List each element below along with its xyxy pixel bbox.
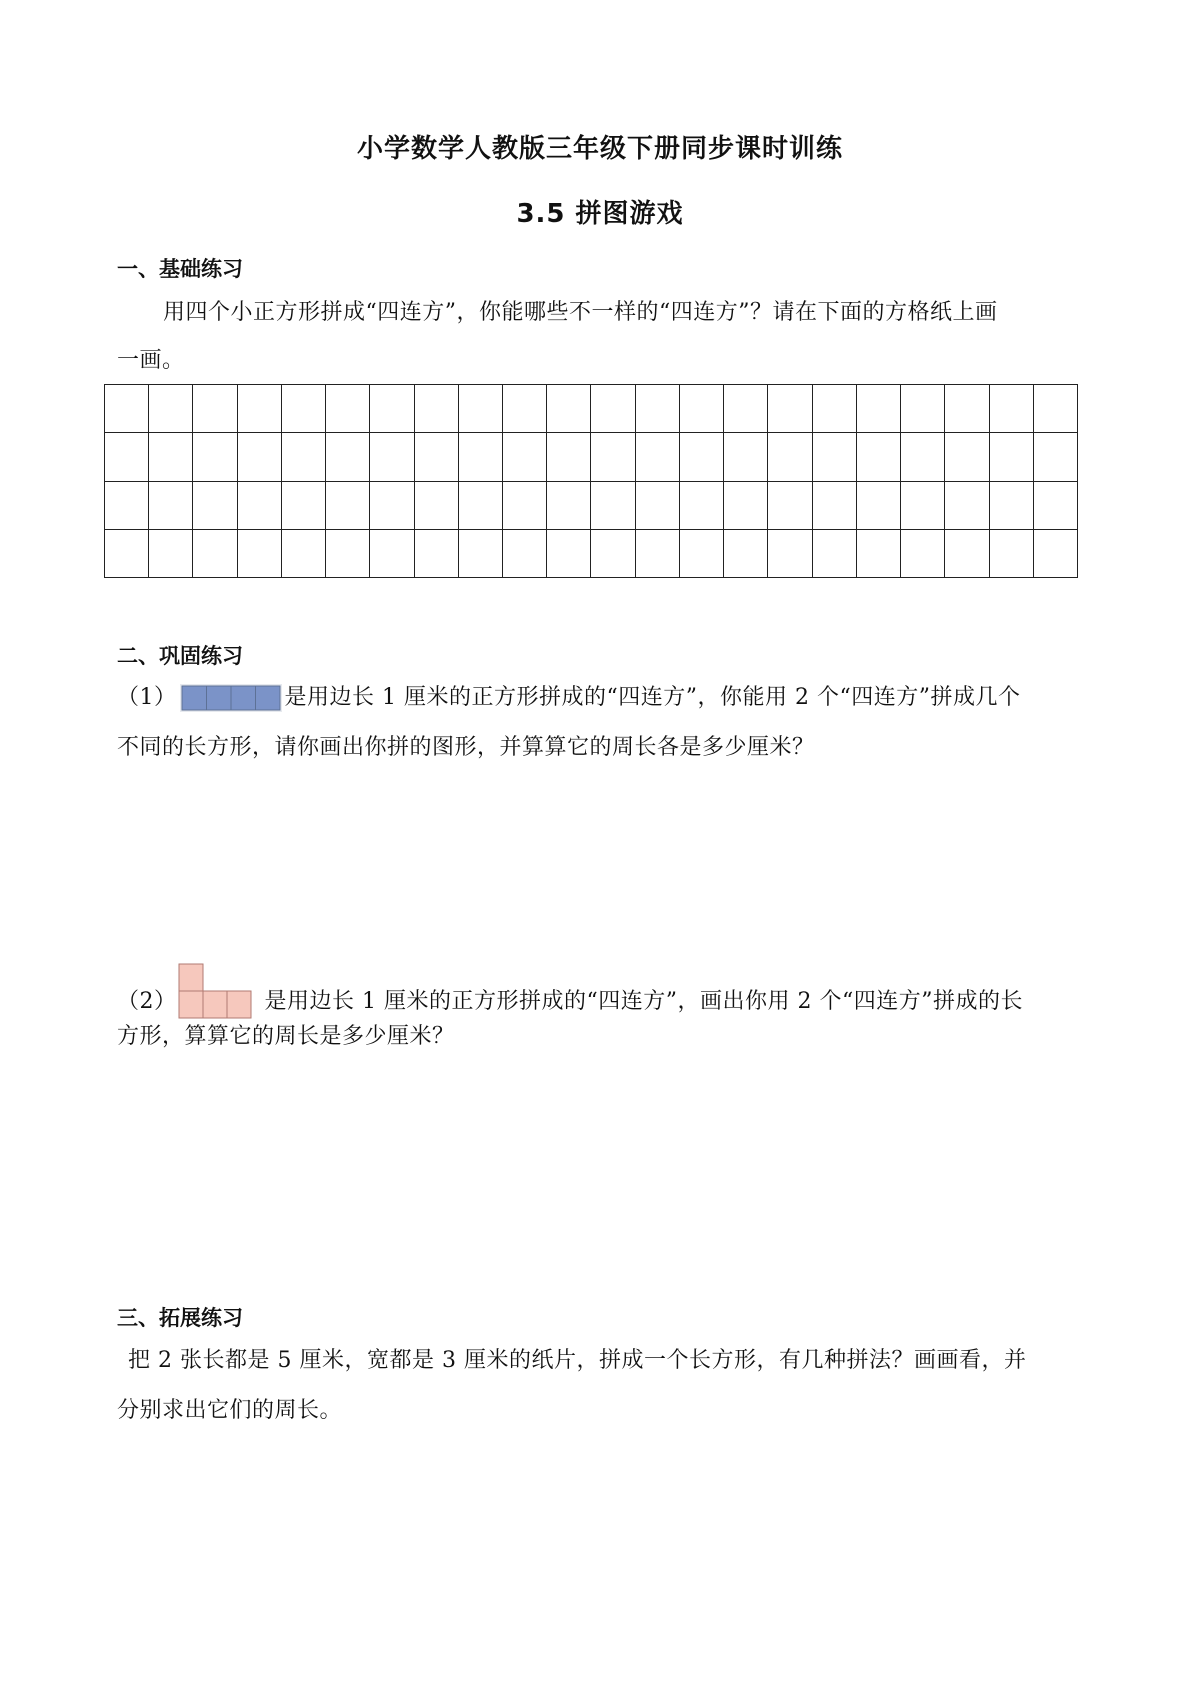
grid-cell[interactable]	[724, 385, 768, 433]
grid-cell[interactable]	[326, 433, 370, 481]
grid-cell[interactable]	[636, 385, 680, 433]
grid-cell[interactable]	[370, 385, 414, 433]
grid-cell[interactable]	[149, 530, 193, 578]
grid-cell[interactable]	[282, 482, 326, 530]
grid-cell[interactable]	[591, 482, 635, 530]
page-title: 小学数学人教版三年级下册同步课时训练	[356, 134, 843, 164]
grid-cell[interactable]	[193, 433, 237, 481]
grid-cell[interactable]	[990, 433, 1034, 481]
grid-cell[interactable]	[238, 385, 282, 433]
grid-cell[interactable]	[415, 433, 459, 481]
grid-cell[interactable]	[901, 530, 945, 578]
grid-cell[interactable]	[503, 385, 547, 433]
tetromino-cell	[255, 686, 280, 710]
tetromino-cell	[206, 686, 231, 710]
grid-cell[interactable]	[547, 530, 591, 578]
grid-cell[interactable]	[901, 433, 945, 481]
section-1-heading: 一、基础练习	[117, 257, 243, 281]
grid-cell[interactable]	[193, 385, 237, 433]
grid-cell[interactable]	[547, 482, 591, 530]
grid-cell[interactable]	[282, 433, 326, 481]
grid-cell[interactable]	[945, 530, 989, 578]
question-1-line2: 不同的长方形，请你画出你拼的图形，并算算它的周长各是多少厘米？	[117, 735, 815, 760]
grid-cell[interactable]	[370, 530, 414, 578]
grid-cell[interactable]	[326, 530, 370, 578]
grid-cell[interactable]	[459, 482, 503, 530]
grid-cell[interactable]	[1034, 530, 1078, 578]
question-2-number: （2）	[117, 989, 177, 1014]
grid-cell[interactable]	[724, 433, 768, 481]
grid-cell[interactable]	[1034, 482, 1078, 530]
grid-cell[interactable]	[238, 530, 282, 578]
grid-cell[interactable]	[105, 530, 149, 578]
grid-cell[interactable]	[503, 433, 547, 481]
grid-cell[interactable]	[636, 482, 680, 530]
grid-cell[interactable]	[370, 482, 414, 530]
grid-cell[interactable]	[990, 530, 1034, 578]
grid-cell[interactable]	[990, 385, 1034, 433]
grid-cell[interactable]	[193, 482, 237, 530]
grid-cell[interactable]	[591, 530, 635, 578]
grid-cell[interactable]	[680, 385, 724, 433]
grid-cell[interactable]	[901, 385, 945, 433]
grid-cell[interactable]	[813, 530, 857, 578]
section-3-text-line1: 把 2 张长都是 5 厘米，宽都是 3 厘米的纸片，拼成一个长方形，有几种拼法？画画看，并	[128, 1348, 1027, 1373]
question-2-line2: 方形，算算它的周长是多少厘米？	[117, 1024, 455, 1049]
grid-cell[interactable]	[901, 482, 945, 530]
section-1-text-line1: 用四个小正方形拼成“四连方”，你能哪些不一样的“四连方”？请在下面的方格纸上画	[163, 300, 998, 325]
lesson-title: 3.5 拼图游戏	[516, 199, 684, 229]
tetromino-cell	[182, 686, 207, 710]
section-3-text-line2: 分别求出它们的周长。	[117, 1398, 343, 1423]
grid-cell[interactable]	[149, 482, 193, 530]
question-1-number: （1）	[117, 685, 177, 710]
grid-cell[interactable]	[503, 482, 547, 530]
grid-cell[interactable]	[459, 530, 503, 578]
grid-cell[interactable]	[857, 530, 901, 578]
grid-cell[interactable]	[1034, 385, 1078, 433]
grid-cell[interactable]	[945, 385, 989, 433]
question-1-text: 是用边长 1 厘米的正方形拼成的“四连方”，你能用 2 个“四连方”拼成几个	[284, 685, 1021, 710]
grid-cell[interactable]	[813, 482, 857, 530]
section-1-text-line2: 一画。	[117, 348, 185, 373]
grid-cell[interactable]	[415, 530, 459, 578]
grid-cell[interactable]	[680, 433, 724, 481]
grid-cell[interactable]	[813, 385, 857, 433]
square-grid-paper[interactable]	[104, 384, 1078, 578]
grid-cell[interactable]	[238, 482, 282, 530]
grid-cell[interactable]	[857, 433, 901, 481]
section-2-heading: 二、巩固练习	[117, 644, 243, 668]
grid-cell[interactable]	[813, 433, 857, 481]
grid-cell[interactable]	[149, 385, 193, 433]
grid-cell[interactable]	[636, 530, 680, 578]
grid-cell[interactable]	[415, 385, 459, 433]
grid-cell[interactable]	[238, 433, 282, 481]
grid-cell[interactable]	[459, 385, 503, 433]
grid-cell[interactable]	[282, 385, 326, 433]
grid-cell[interactable]	[680, 530, 724, 578]
grid-cell[interactable]	[636, 433, 680, 481]
grid-cell[interactable]	[724, 482, 768, 530]
grid-cell[interactable]	[459, 433, 503, 481]
grid-cell[interactable]	[857, 482, 901, 530]
grid-cell[interactable]	[945, 482, 989, 530]
grid-cell[interactable]	[105, 433, 149, 481]
tetromino-cell	[179, 964, 203, 991]
section-3-heading: 三、拓展练习	[117, 1306, 243, 1330]
question-1-line1	[117, 673, 1020, 723]
grid-cell[interactable]	[326, 385, 370, 433]
grid-cell[interactable]	[503, 530, 547, 578]
grid-cell[interactable]	[282, 530, 326, 578]
grid-cell[interactable]	[591, 433, 635, 481]
grid-cell[interactable]	[724, 530, 768, 578]
question-2-text: 是用边长 1 厘米的正方形拼成的“四连方”，画出你用 2 个“四连方”拼成的长	[264, 989, 1023, 1014]
grid-cell[interactable]	[857, 385, 901, 433]
grid-cell[interactable]	[768, 482, 812, 530]
grid-cell[interactable]	[990, 482, 1034, 530]
grid-cell[interactable]	[1034, 433, 1078, 481]
grid-cell[interactable]	[370, 433, 414, 481]
grid-cell[interactable]	[415, 482, 459, 530]
straight-tetromino-figure	[177, 681, 285, 715]
grid-cell[interactable]	[768, 385, 812, 433]
grid-cell[interactable]	[193, 530, 237, 578]
grid-cell[interactable]	[149, 433, 193, 481]
tetromino-cell	[231, 686, 256, 710]
grid-cell[interactable]	[945, 433, 989, 481]
grid-cell[interactable]	[591, 385, 635, 433]
grid-cell[interactable]	[768, 530, 812, 578]
grid-cell[interactable]	[768, 433, 812, 481]
grid-cell[interactable]	[680, 482, 724, 530]
grid-cell[interactable]	[105, 385, 149, 433]
grid-cell[interactable]	[547, 385, 591, 433]
grid-cell[interactable]	[105, 482, 149, 530]
grid-cell[interactable]	[547, 433, 591, 481]
grid-cell[interactable]	[326, 482, 370, 530]
